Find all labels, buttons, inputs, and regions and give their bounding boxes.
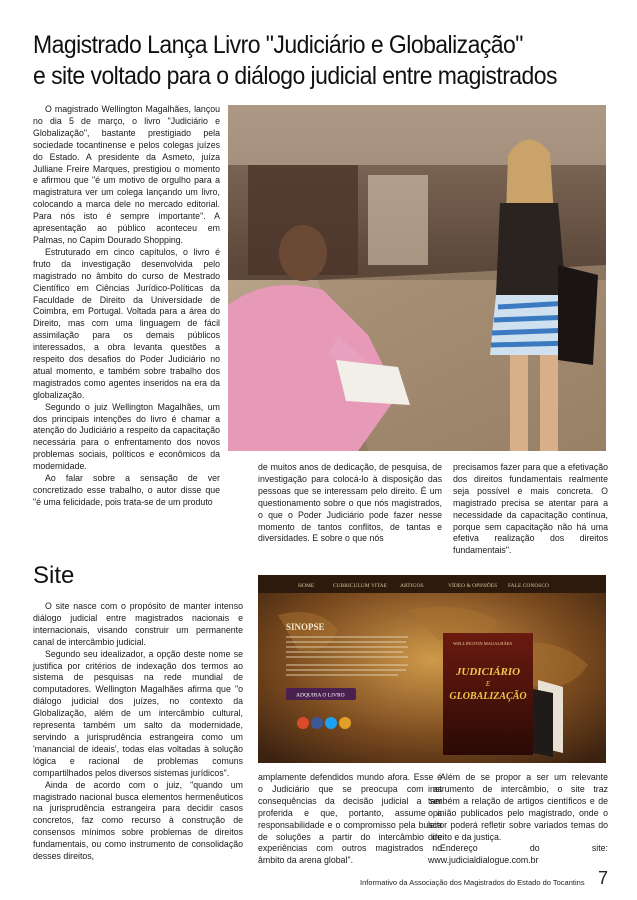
- book-signing-photo: [228, 105, 606, 451]
- title-line-1: Magistrado Lança Livro "Judiciário e Globalização": [33, 31, 523, 59]
- nav-item: CURRICULUM VITAE: [333, 583, 388, 589]
- site-paragraph: O site nasce com o propósito de manter intenso diálogo judicial entre magistrados nacionais e internacionais, visando construir um permanente canal de intercâmbio judicial.: [33, 601, 243, 647]
- book-title-line-2: E: [485, 680, 491, 688]
- article-paragraph: Ao falar sobre a sensação de ver concretizado esse trabalho, o autor disse que "é uma felicidade, pois trata-se de um produto: [33, 473, 220, 507]
- article-title: [33, 30, 576, 92]
- website-screenshot: [258, 575, 606, 763]
- article-paragraph: de muitos anos de dedicação, de pesquisa, de investigação para colocá-lo à disposição das pessoas que se interessam pelo direito. É um questionamento sobre o que nós magistrados, o que o Poder Judiciário pode fazer nesse momento de tantos conflitos, de tantas e diversidades. E sobre o que nós: [258, 462, 442, 544]
- footer-text: Informativo da Associação dos Magistrados do Estado do Tocantins: [360, 878, 585, 887]
- article-column-2: [258, 462, 442, 545]
- nav-item: HOME: [298, 583, 315, 589]
- article-column-3: [453, 462, 608, 557]
- title-line-2: e site voltado para o diálogo judicial entre magistrados: [33, 62, 557, 90]
- site-paragraph: amplamente defendidos mundo afora. Esse é o Judiciário que se preocupa com as consequências da decisão judicial a ser proferida e que, portanto, assume a responsabilidade e o compromisso pela busca de soluções a partir do intercâmbio de experiências com outros magistrados no âmbito da arena global".: [258, 772, 442, 866]
- site-paragraph: Além de se propor a ser um relevante instrumento de intercâmbio, o site traz também a relação de artigos científicos e de opinião publicados pelo magistrado, onde o leitor poderá refletir sobre variados temas do direito e da justiça.: [428, 772, 608, 842]
- site-column-1: [33, 601, 243, 863]
- site-address: Endereço do site: www.judicialdialogue.com.br: [428, 843, 608, 866]
- article-paragraph: O magistrado Wellington Magalhães, lançou no dia 5 de março, o livro "Judiciário e Globalização", bastante prestigiado pela sociedade tocantinense e pelos colegas juízes do Estado. A presidente da Asmeto, juíza Julliane Freire Marques, prestigiou o momento e afirmou que "é um motivo de orgulho para a magistratura ver um colega lançando um livro, colocando a marca dele no mercado editorial. Para nós isto é sempre importante". A apresentação ao público aconteceu em Palmas, no Capim Dourado Shopping.: [33, 104, 220, 245]
- site-column-2: [258, 772, 442, 867]
- book-title-line-1: JUDICIÁRIO: [455, 666, 521, 678]
- site-section-heading: Site: [33, 562, 75, 589]
- site-paragraph: Ainda de acordo com o juiz, "quando um magistrado nacional busca elementos hermenêuticos na jurisprudência estrangeira para decidir casos concretos, faz como recurso à construção de consensos mínimos sobre problemas de direitos fundamentais, ou como instrumento de consolidação desses direitos,: [33, 779, 243, 862]
- site-paragraph: Segundo seu idealizador, a opção deste nome se justifica por critérios de indexação dos termos ao sistema de pesquisas na rede mundial de computadores. Wellington Magalhães afirma que "o diálogo judicial dos juízes, no contexto da Globalização, além de um intercâmbio cultural, representa também um salto da modernidade, servindo a jurisprudência estrangeira como um 'manancial de ideais', todas elas voltadas à solução lógica e racional de problemas comuns compartilhados pelos diversos sistemas jurídicos".: [33, 648, 243, 778]
- nav-item: VÍDEO & OPINIÕES: [448, 583, 498, 589]
- page-number: 7: [598, 868, 609, 888]
- buy-book-button: ADQUIRA O LIVRO: [296, 692, 345, 699]
- nav-item: FALE CONOSCO: [508, 583, 550, 589]
- sinopse-heading: SINOPSE: [286, 622, 325, 632]
- article-paragraph: Estruturado em cinco capítulos, o livro é fruto da investigação desenvolvida pelo magistrado no âmbito do curso de Mestrado Científico em Ciências Jurídico-Políticas da Faculdade de Direito da Universidade de Coimbra, em Portugal. Voltada para a área do Direito, mas com uma linguagem de fácil assimilação para os demais públicos interessados, a obra levanta questões a respeito dos desafios do Poder Judiciário no atual momento, e também sobre trabalho dos magistrados como agentes inseridos na era da globalização.: [33, 246, 220, 400]
- article-paragraph: precisamos fazer para que a efetivação dos direitos fundamentais realmente seja possível e mais concreta. O magistrado precisa se atentar para a necessidade da capacitação contínua, porque sem capacitação não há uma efetiva realização dos direitos fundamentais".: [453, 462, 608, 556]
- nav-item: ARTIGOS: [400, 583, 424, 589]
- article-paragraph: Segundo o juiz Wellington Magalhães, um dos principais intenções do livro é chamar a atenção do Judiciário a respeito da capacitação necessária para o enfrentamento dos novos problemas sociais, políticos e econômicos da modernidade.: [33, 401, 220, 472]
- book-author: WELLINGTON MAGALHÃES: [453, 641, 513, 646]
- article-column-1: [33, 104, 220, 509]
- book-title-line-3: GLOBALIZAÇÃO: [449, 691, 527, 702]
- site-column-3: [428, 772, 608, 867]
